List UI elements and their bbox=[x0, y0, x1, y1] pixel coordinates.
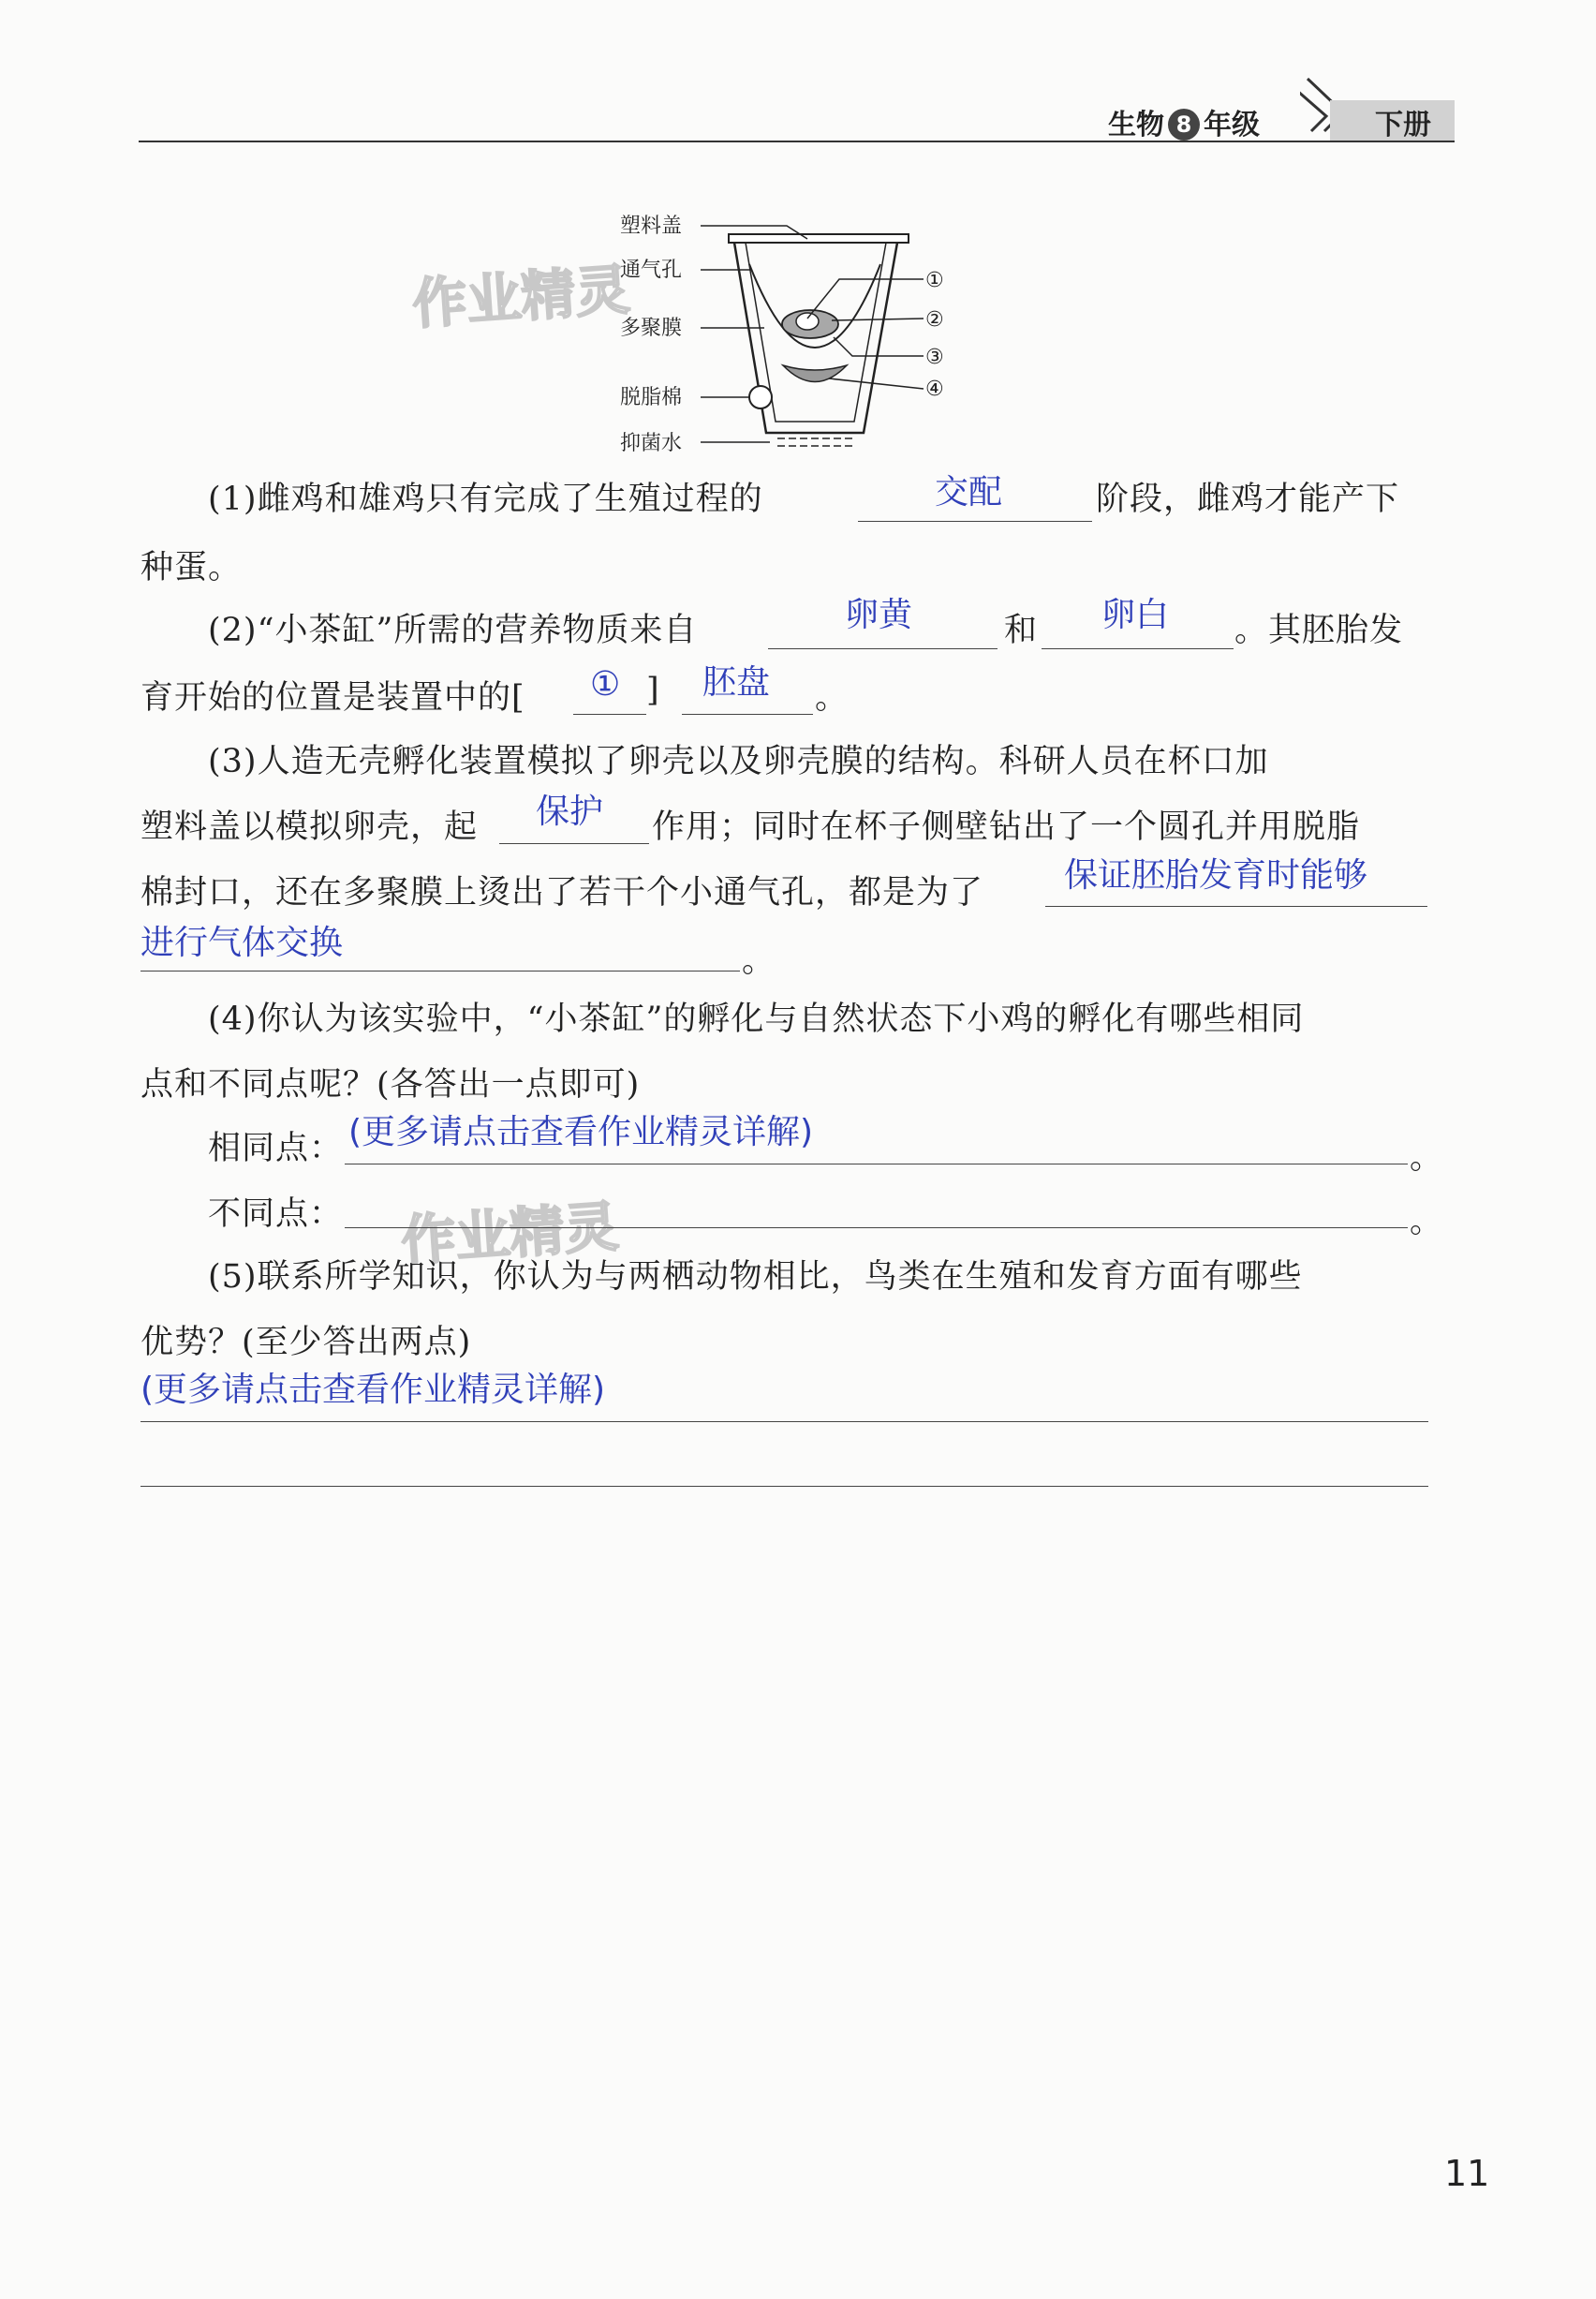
q5-answer: (更多请点击查看作业精灵详解) bbox=[140, 1371, 606, 1409]
q1-text-c: 种蛋。 bbox=[140, 549, 243, 586]
q1-text-a: (1)雌鸡和雄鸡只有完成了生殖过程的 bbox=[208, 481, 763, 518]
q2-text-f: 。 bbox=[815, 679, 850, 717]
q2-answer-3: ① bbox=[590, 665, 621, 704]
q3-text-d: 棉封口，还在多聚膜上烫出了若干个小通气孔，都是为了 bbox=[140, 874, 984, 912]
q5-text-b: 优势？(至少答出两点) bbox=[140, 1324, 472, 1361]
q2-blank-2[interactable] bbox=[1042, 648, 1234, 649]
page-number: 11 bbox=[1444, 2153, 1490, 2194]
watermark: 作业精灵 bbox=[410, 257, 632, 336]
grade-number-badge: 8 bbox=[1168, 109, 1200, 141]
q3-text-c: 作用；同时在杯子侧壁钻出了一个圆孔并用脱脂 bbox=[652, 808, 1361, 846]
q1-text-b: 阶段，雌鸡才能产下 bbox=[1096, 481, 1400, 518]
q3-text-a: (3)人造无壳孵化装置模拟了卵壳以及卵壳膜的结构。科研人员在杯口加 bbox=[208, 743, 1269, 780]
marker-3: ③ bbox=[925, 346, 944, 369]
header-title bbox=[1108, 101, 1260, 142]
q3-answer-3: 进行气体交换 bbox=[140, 924, 344, 962]
incubator-diagram bbox=[599, 187, 974, 459]
q3-blank-1[interactable] bbox=[499, 843, 649, 844]
q3-answer-1: 保护 bbox=[536, 793, 604, 831]
grade-suffix: 年级 bbox=[1204, 109, 1260, 141]
q2-answer-4: 胚盘 bbox=[702, 663, 771, 702]
label-water: 抑菌水 bbox=[620, 432, 683, 455]
q2-answer-1: 卵黄 bbox=[845, 596, 913, 634]
marker-2: ② bbox=[925, 308, 944, 332]
q2-text-e: ] bbox=[646, 672, 660, 709]
q2-text-a: (2)“小茶缸”所需的营养物质来自 bbox=[208, 612, 698, 649]
q4-diff-blank[interactable] bbox=[345, 1227, 1408, 1228]
q5-blank-1[interactable] bbox=[140, 1421, 1428, 1422]
q4-diff-label: 不同点： bbox=[208, 1195, 344, 1233]
q3-answer-2: 保证胚胎发育时能够 bbox=[1064, 856, 1368, 895]
q4-diff-end: 。 bbox=[1410, 1203, 1444, 1240]
label-vent: 通气孔 bbox=[620, 259, 683, 282]
watermark: 作业精灵 bbox=[399, 1194, 621, 1273]
subject: 生物 bbox=[1108, 109, 1164, 141]
q3-blank-2a[interactable] bbox=[1045, 906, 1427, 907]
q2-text-d: 育开始的位置是装置中的[ bbox=[140, 679, 525, 717]
q5-blank-2[interactable] bbox=[140, 1486, 1428, 1487]
q2-answer-2: 卵白 bbox=[1101, 596, 1170, 634]
q2-blank-3[interactable] bbox=[573, 714, 646, 715]
q1-answer: 交配 bbox=[935, 473, 1003, 512]
q3-text-e: 。 bbox=[742, 942, 776, 980]
marker-4: ④ bbox=[925, 378, 944, 401]
q2-blank-4[interactable] bbox=[682, 714, 813, 715]
q1-blank[interactable] bbox=[858, 521, 1092, 522]
label-lid: 塑料盖 bbox=[620, 215, 683, 238]
q2-text-c: 。其胚胎发 bbox=[1234, 612, 1404, 649]
q3-blank-2b[interactable] bbox=[140, 971, 740, 972]
q3-text-b: 塑料盖以模拟卵壳，起 bbox=[140, 808, 479, 846]
label-membrane: 多聚膜 bbox=[620, 317, 683, 340]
q4-same-label: 相同点： bbox=[208, 1130, 344, 1167]
volume-label: 下册 bbox=[1375, 109, 1431, 141]
q4-same-end: 。 bbox=[1410, 1139, 1444, 1177]
label-cotton: 脱脂棉 bbox=[620, 386, 683, 409]
q4-same-answer: (更多请点击查看作业精灵详解) bbox=[348, 1113, 814, 1151]
q2-text-b: 和 bbox=[1004, 612, 1039, 649]
q5-text-a: (5)联系所学知识，你认为与两栖动物相比，鸟类在生殖和发育方面有哪些 bbox=[208, 1258, 1303, 1296]
q4-text-b: 点和不同点呢？(各答出一点即可) bbox=[140, 1066, 641, 1104]
marker-1: ① bbox=[925, 269, 944, 292]
header-divider bbox=[139, 141, 1455, 142]
q4-text-a: (4)你认为该实验中，“小茶缸”的孵化与自然状态下小鸡的孵化有哪些相同 bbox=[208, 1001, 1305, 1038]
q2-blank-1[interactable] bbox=[768, 648, 998, 649]
